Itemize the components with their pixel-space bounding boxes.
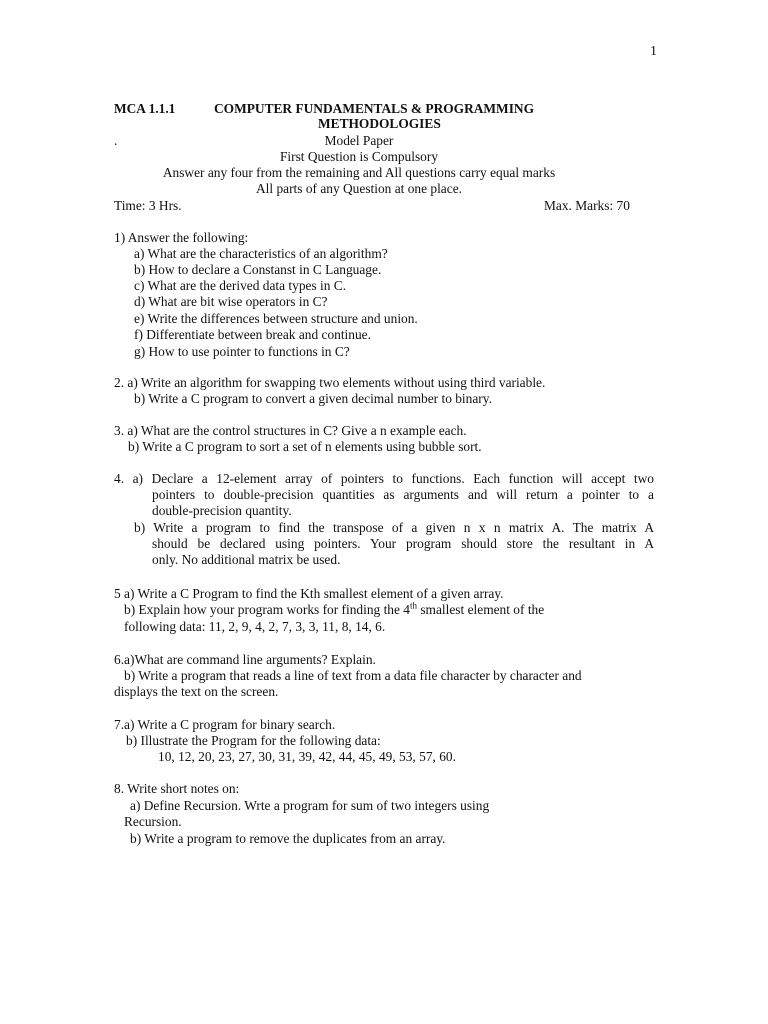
q5-part-b-text-end: smallest element of the <box>417 602 545 617</box>
q6-part-b-line2: displays the text on the screen. <box>114 684 279 699</box>
q1-heading: 1) Answer the following: <box>114 230 249 245</box>
q4-part-a-line1: 4. a) Declare a 12-element array of pointers to functions. Each function will accept two <box>114 471 654 486</box>
max-marks-label: Max. Marks: 70 <box>544 198 630 213</box>
course-code: MCA 1.1.1 <box>114 101 176 116</box>
q7-data: 10, 12, 20, 23, 27, 30, 31, 39, 42, 44, 45, 49, 53, 57, 60. <box>158 749 456 764</box>
q7-part-a: 7.a) Write a C program for binary search. <box>114 717 336 732</box>
q4-part-b-line3: only. No additional matrix be used. <box>152 552 341 567</box>
q4-part-b-line1: b) Write a program to find the transpose of a given n x n matrix A. The matrix A <box>134 520 654 535</box>
q8-part-a-line2: Recursion. <box>124 814 182 829</box>
q1-item: a) What are the characteristics of an algorithm? <box>134 246 388 261</box>
time-label: Time: 3 Hrs. <box>114 198 182 213</box>
q1-item: d) What are bit wise operators in C? <box>134 294 328 309</box>
course-header <box>114 101 654 117</box>
q5-part-b-text: b) Explain how your program works for finding the 4 <box>124 602 410 617</box>
q6-part-a: 6.a)What are command line arguments? Explain. <box>114 652 376 667</box>
ordinal-superscript: th <box>409 600 417 611</box>
page-number: 1 <box>650 44 657 59</box>
q3-part-b: b) Write a C program to sort a set of n elements using bubble sort. <box>128 439 482 454</box>
q5-part-b-line1 <box>124 602 642 618</box>
q1-item: c) What are the derived data types in C. <box>134 278 347 293</box>
q1-item: g) How to use pointer to functions in C? <box>134 344 350 359</box>
q1-item: f) Differentiate between break and continue. <box>134 327 371 342</box>
q3-part-a: 3. a) What are the control structures in C? Give a n example each. <box>114 423 467 438</box>
stray-dot: . <box>114 133 118 148</box>
q8-part-a-line1: a) Define Recursion. Wrte a program for sum of two integers using <box>130 798 490 813</box>
q4-part-a-line2: pointers to double-precision quantities as arguments and will return a pointer to a <box>152 487 654 502</box>
course-title-line2: METHODOLOGIES <box>318 116 441 131</box>
q5-part-a: 5 a) Write a C Program to find the Kth smallest element of a given array. <box>114 586 504 601</box>
q1-item: b) How to declare a Constanst in C Language. <box>134 262 382 277</box>
parts-note: All parts of any Question at one place. <box>255 181 462 196</box>
instruction-note: Answer any four from the remaining and All questions carry equal marks <box>162 165 556 180</box>
q8-heading: 8. Write short notes on: <box>114 781 240 796</box>
q6-part-b-line1: b) Write a program that reads a line of text from a data file character by character and <box>124 668 582 683</box>
compulsory-note: First Question is Compulsory <box>279 149 439 164</box>
q5-part-b-line2: following data: 11, 2, 9, 4, 2, 7, 3, 3, 11, 8, 14, 6. <box>124 619 386 634</box>
q2-part-b: b) Write a C program to convert a given decimal number to binary. <box>134 391 492 406</box>
q4-part-b-line2: should be declared using pointers. Your program should store the resultant in A <box>152 536 654 551</box>
q2-part-a: 2. a) Write an algorithm for swapping two elements without using third variable. <box>114 375 546 390</box>
q8-part-b: b) Write a program to remove the duplicates from an array. <box>130 831 446 846</box>
q1-item: e) Write the differences between structure and union. <box>134 311 418 326</box>
q4-part-a-line3: double-precision quantity. <box>152 503 292 518</box>
q7-part-b: b) Illustrate the Program for the following data: <box>126 733 381 748</box>
course-title-line1: COMPUTER FUNDAMENTALS & PROGRAMMING <box>214 101 534 116</box>
model-paper-label: Model Paper <box>324 133 394 148</box>
